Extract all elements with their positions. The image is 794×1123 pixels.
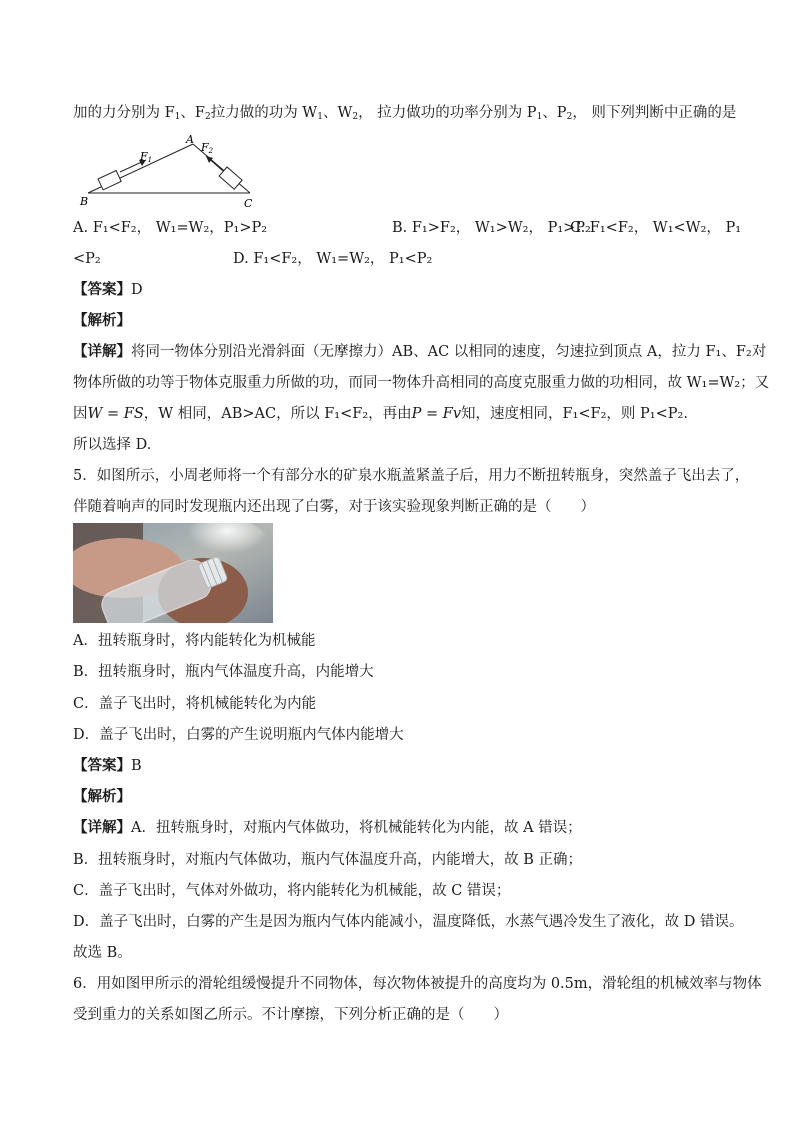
formula-w-fs: W = FS xyxy=(87,406,144,422)
f2-label: F2 xyxy=(201,141,214,155)
q4-answer: 【答案】D xyxy=(73,281,143,298)
q5-option-b: B．扭转瓶身时，瓶内气体温度升高，内能增大 xyxy=(73,664,374,680)
q4-option-c-cont: <P₂ xyxy=(73,251,101,267)
q4-detail-line-1: 【详解】将同一物体分别沿光滑斜面（无摩擦力）AB、AC 以相同的速度，匀速拉到顶点 A，拉力 F₁、F₂对 xyxy=(73,343,767,360)
incline-diagram xyxy=(78,135,268,210)
q4-option-c: C. F₁<F₂， W₁<W₂， P₁ xyxy=(570,220,742,236)
q5-option-a: A．扭转瓶身时，将内能转化为机械能 xyxy=(73,633,316,649)
q5-option-d: D．盖子飞出时，白雾的产生说明瓶内气体内能增大 xyxy=(73,727,404,743)
q5-stem-line-1: 5．如图所示，小周老师将一个有部分水的矿泉水瓶盖紧盖子后，用力不断扭转瓶身，突然盖子飞出去了， xyxy=(73,468,750,484)
q5-conclusion: 故选 B。 xyxy=(73,945,132,961)
q4-conclusion: 所以选择 D. xyxy=(73,437,152,453)
q5-analysis-tag: 【解析】 xyxy=(73,788,131,805)
q4-detail-line-3: 因W = FS，W 相同，AB>AC，所以 F₁<F₂，再由P = Fv知，速度相同，F₁<F₂，则 P₁<P₂. xyxy=(73,406,688,422)
q5-detail-line-4: D．盖子飞出时，白雾的产生是因为瓶内气体内能减小，温度降低，水蒸气遇冷发生了液化，故 D 错误。 xyxy=(73,914,744,930)
point-c-label: C xyxy=(244,197,253,210)
q5-answer: 【答案】B xyxy=(73,757,142,774)
point-b-label: B xyxy=(80,195,89,208)
q5-option-c: C．盖子飞出时，将机械能转化为内能 xyxy=(73,696,317,712)
q4-option-a: A. F₁<F₂， W₁=W₂，P₁>P₂ xyxy=(73,220,268,236)
block-on-ab xyxy=(98,171,121,190)
q4-option-b: B. F₁>F₂， W₁>W₂， P₁>P₂ xyxy=(392,220,591,236)
point-a-label: A xyxy=(186,135,194,146)
q6-stem-line-1: 6．用如图甲所示的滑轮组缓慢提升不同物体，每次物体被提升的高度均为 0.5m，滑轮组的机械效率与物体 xyxy=(73,976,762,992)
q4-option-d: D. F₁<F₂， W₁=W₂， P₁<P₂ xyxy=(233,251,433,267)
q4-analysis-tag: 【解析】 xyxy=(73,312,131,329)
bottle-photo xyxy=(73,523,273,623)
formula-p-fv: P = Fv xyxy=(411,406,462,422)
q4-stem-line: 加的力分别为 $F_1$、$F_2$拉力做的功为 $W_1$、$W_2$， 拉力做功的功率分别为 $P_1$、$P_2$， 则下列判断中正确的是 xyxy=(73,105,737,122)
f1-label: F1 xyxy=(140,150,153,164)
q4-detail-line-2: 物体所做的功等于物体克服重力所做的功，而同一物体升高相同的高度克服重力做的功相同，故 W₁=W₂；又 xyxy=(73,375,770,391)
q5-detail-line-1: 【详解】A．扭转瓶身时，对瓶内气体做功，将机械能转化为内能，故 A 错误； xyxy=(73,819,582,836)
q5-detail-line-2: B．扭转瓶身时，对瓶内气体做功，瓶内气体温度升高，内能增大，故 B 正确； xyxy=(73,852,583,868)
q6-stem-line-2: 受到重力的关系如图乙所示。不计摩擦，下列分析正确的是（ ） xyxy=(73,1007,508,1023)
q5-stem-line-2: 伴随着响声的同时发现瓶内还出现了白雾，对于该实验现象判断正确的是（ ） xyxy=(73,499,595,515)
q5-detail-line-3: C．盖子飞出时，气体对外做功，将内能转化为机械能，故 C 错误； xyxy=(73,883,511,899)
